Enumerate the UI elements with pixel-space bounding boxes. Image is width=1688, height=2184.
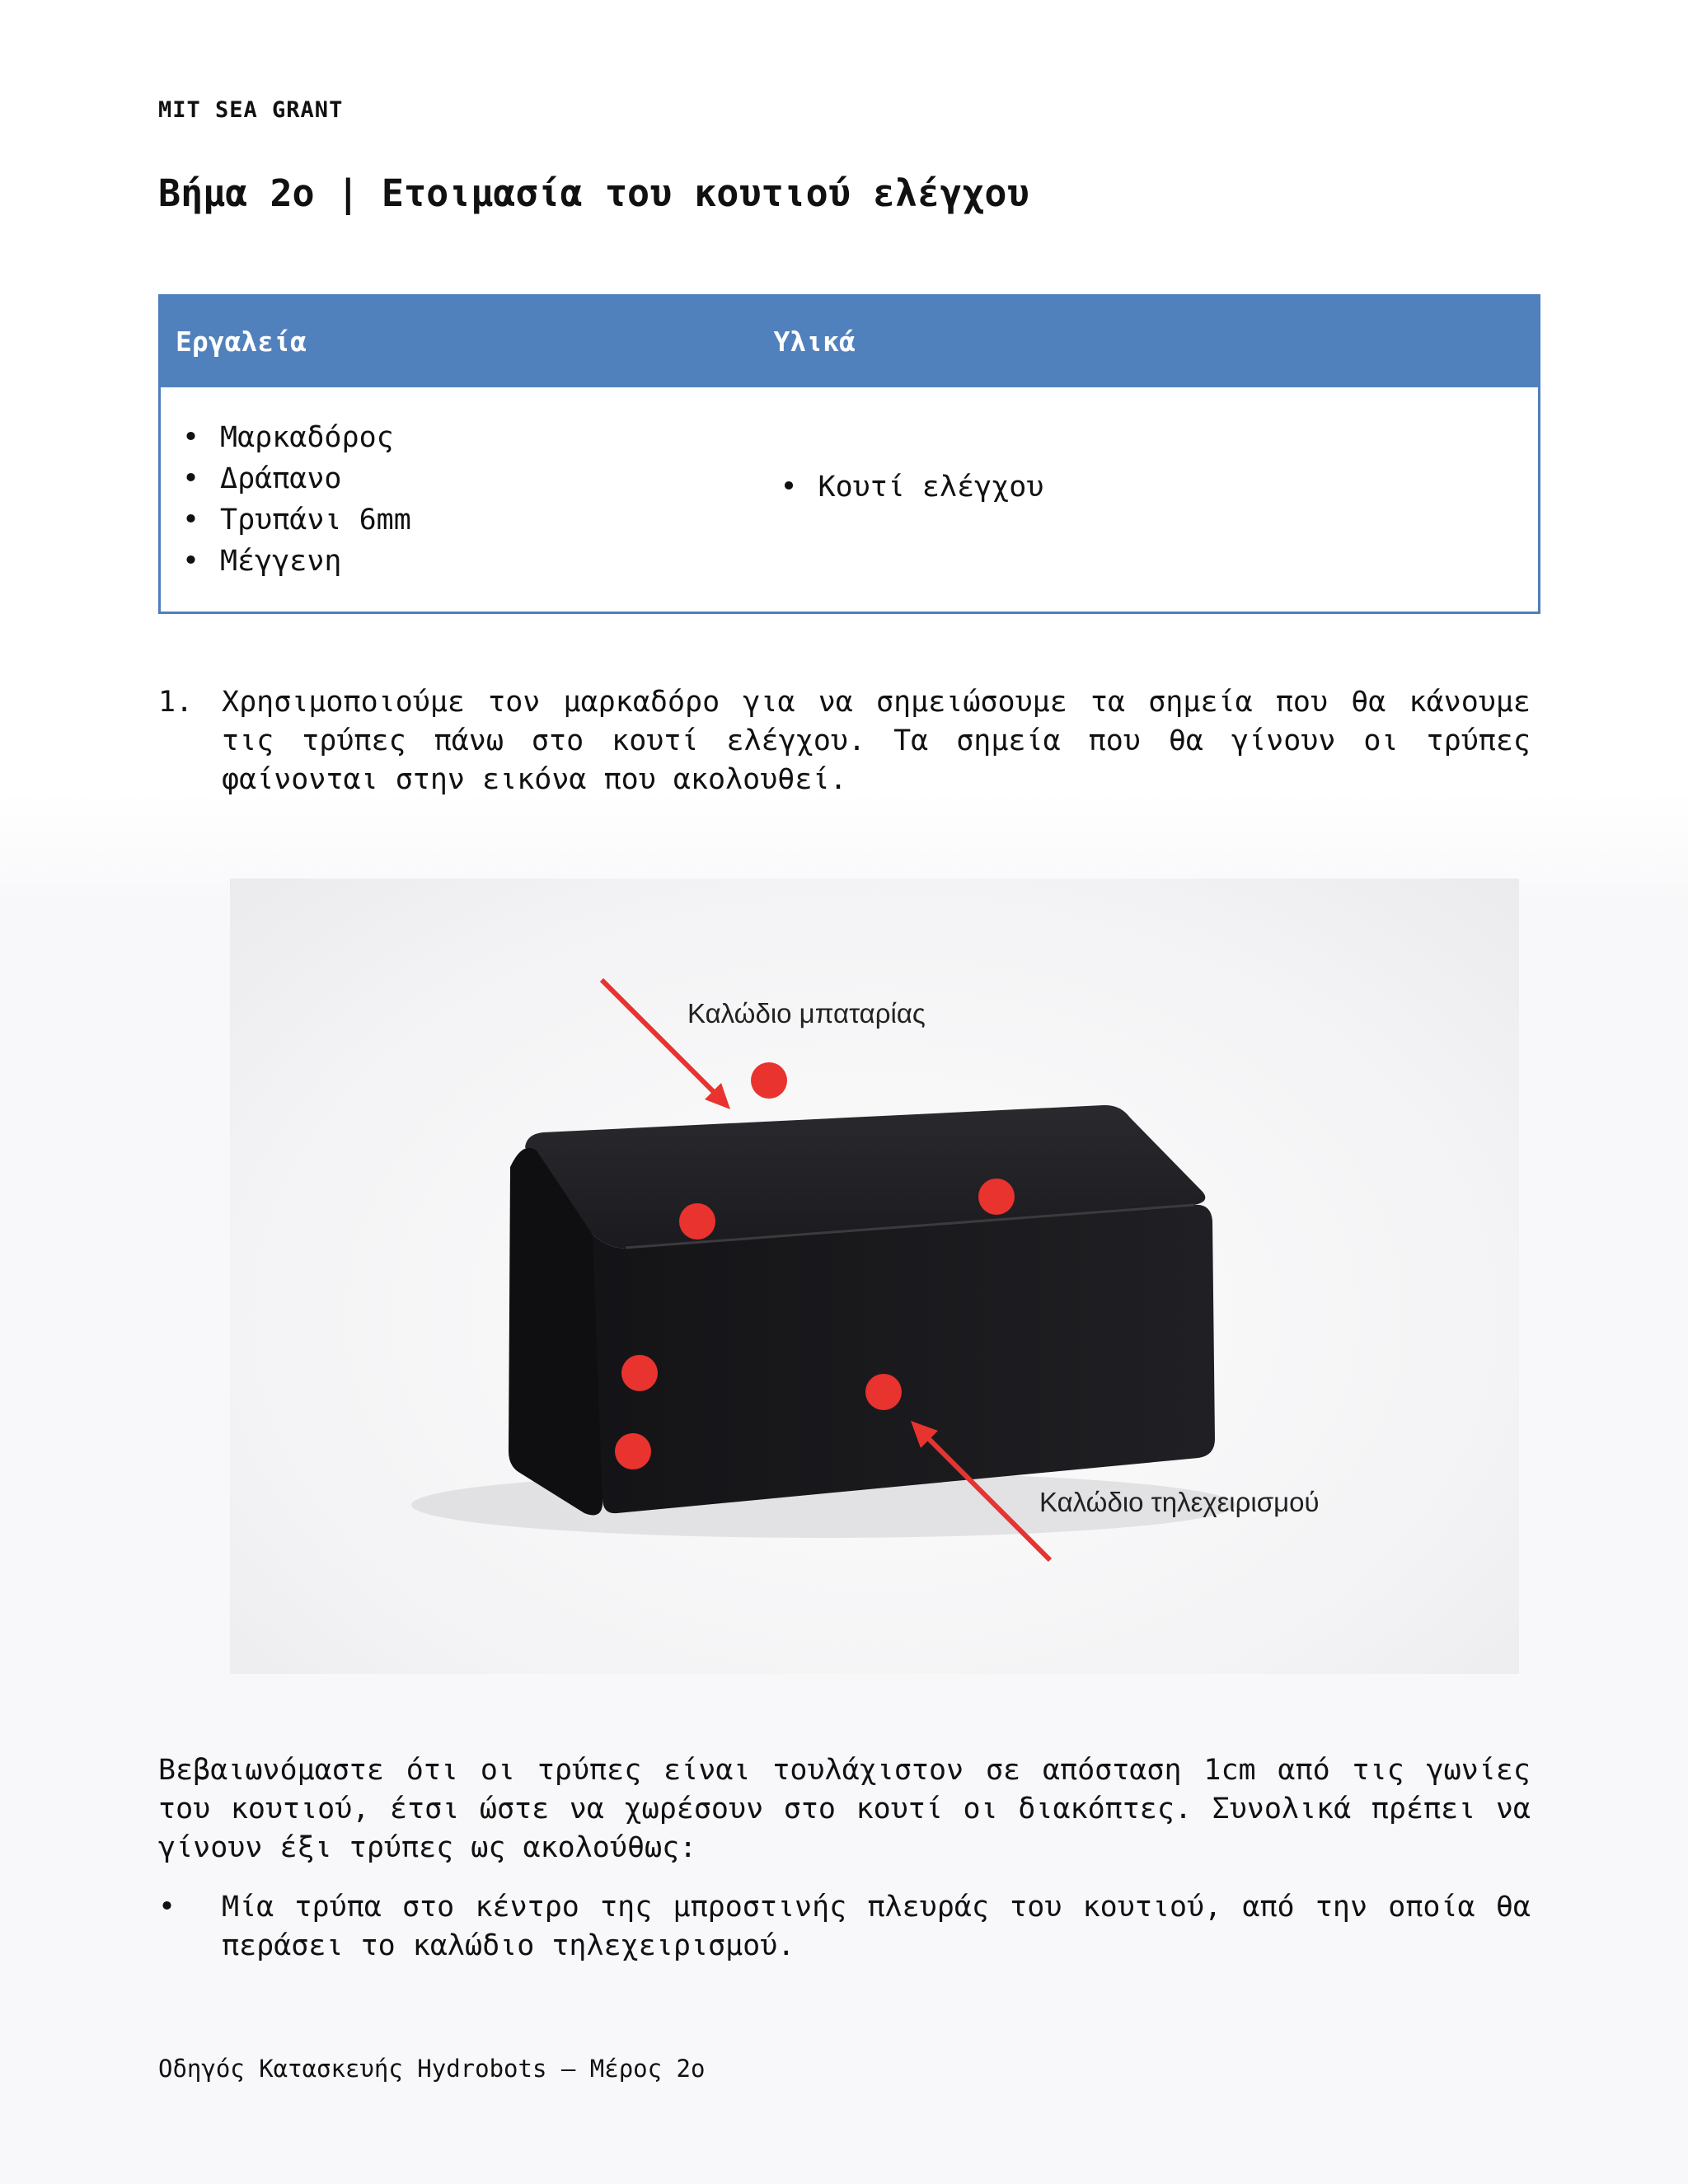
- marker-side-lower: [615, 1433, 651, 1469]
- material-item: • Κουτί ελέγχου: [774, 466, 1524, 508]
- materials-header: Υλικά: [759, 296, 1540, 387]
- page-footer: Οδηγός Κατασκευής Hydrobots – Μέρος 2ο: [158, 2055, 706, 2083]
- tool-item: • Μέγγενη: [176, 541, 744, 582]
- tool-item: • Μαρκαδόρος: [176, 417, 744, 458]
- box-front-face: [593, 1205, 1215, 1513]
- label-remote-cable: Καλώδιο τηλεχειρισμού: [1039, 1487, 1320, 1517]
- marker-top-right: [978, 1179, 1015, 1215]
- tools-header: Εργαλεία: [160, 296, 759, 387]
- materials-list: [774, 466, 1524, 508]
- bullet-symbol: •: [158, 1891, 176, 1924]
- tool-item: • Δράπανο: [176, 458, 744, 499]
- marker-front-center: [865, 1374, 902, 1410]
- tools-cell: [160, 387, 759, 613]
- step-number: 1.: [158, 686, 194, 719]
- tool-item: • Τρυπάνι 6mm: [176, 499, 744, 541]
- marker-top-left: [679, 1203, 715, 1240]
- arrow-battery: [602, 980, 716, 1094]
- org-header: MIT SEA GRANT: [158, 97, 344, 123]
- bullet-item: [158, 1888, 1531, 1966]
- materials-cell: [759, 387, 1540, 613]
- control-box-photo: [230, 879, 1519, 1674]
- holes-paragraph: Βεβαιωνόμαστε ότι οι τρύπες είναι τουλάχιστον σε απόσταση 1cm από τις γωνίες του κουτιού, έτσι ώστε να χωρέσουν στο κουτί οι διακόπτες. Συνολικά πρέπει να γίνουν έξι τρύπες ως ακολούθως:: [158, 1754, 1531, 1864]
- label-battery-cable: Καλώδιο μπαταρίας: [687, 998, 926, 1029]
- marker-side-upper: [621, 1355, 658, 1391]
- marker-battery: [751, 1062, 787, 1099]
- step-1: [158, 683, 1531, 799]
- step-text: Χρησιμοποιούμε τον μαρκαδόρο για να σημειώσουμε τα σημεία που θα κάνουμε τις τρύπες πάνω στο κουτί ελέγχου. Τα σημεία που θα γίνουν οι τρύπες φαίνονται στην εικόνα που ακολουθεί.: [222, 686, 1531, 796]
- bullet-text: Μία τρύπα στο κέντρο της μπροστινής πλευράς του κουτιού, από την οποία θα περάσει το καλώδιο τηλεχειρισμού.: [222, 1891, 1531, 1962]
- page-title: Βήμα 2ο | Ετοιμασία του κουτιού ελέγχου: [158, 171, 1029, 215]
- tools-list: [176, 417, 744, 582]
- tools-materials-table: [158, 294, 1540, 614]
